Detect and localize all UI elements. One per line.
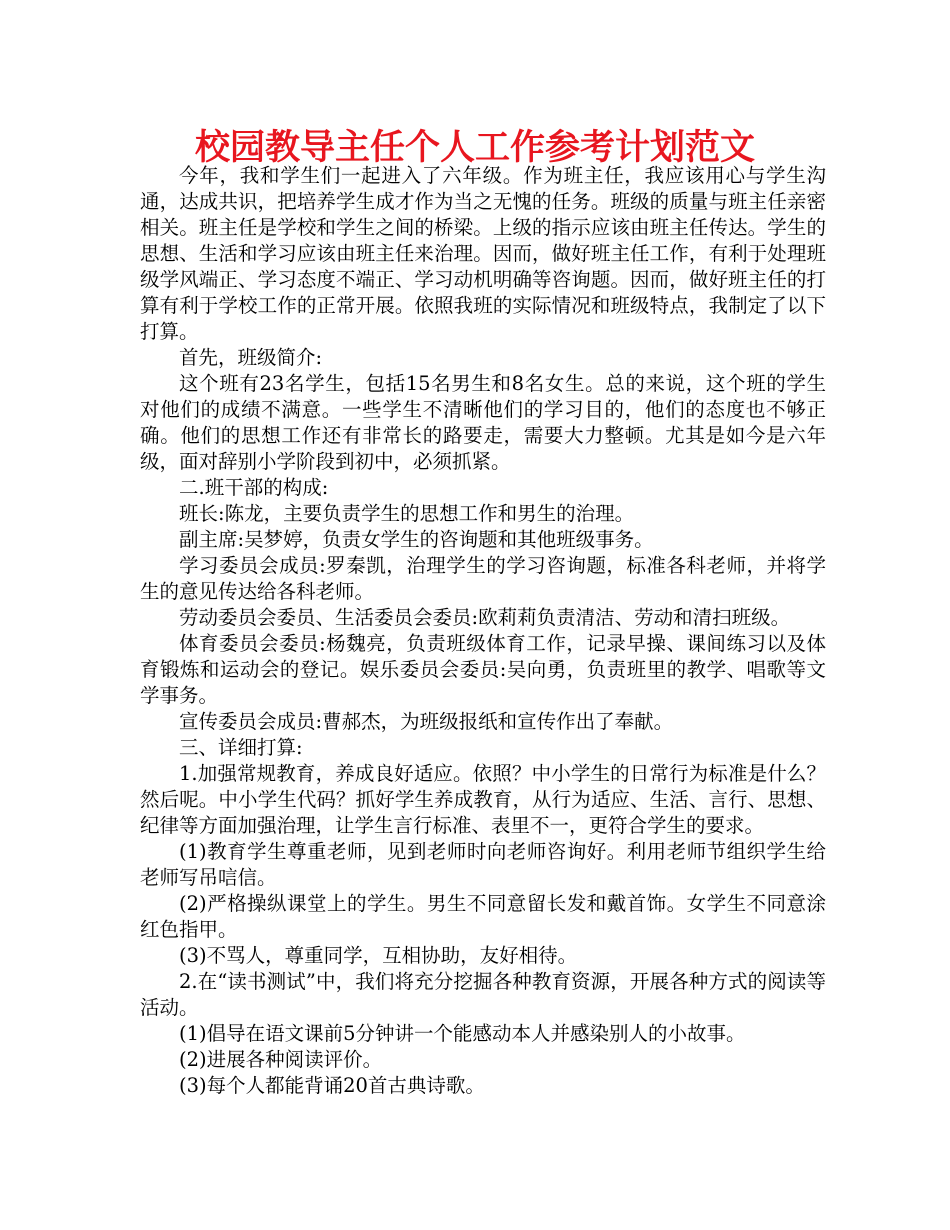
- heading-detailed-plan: 三、详细打算:: [179, 736, 303, 759]
- paragraph-plan-2-1: (1)倡导在语文课前5分钟讲一个能感动本人并感染别人的小故事。: [179, 1022, 746, 1045]
- paragraph-labor-committee: 劳动委员会委员、生活委员会委员:欧莉莉负责清洁、劳动和清扫班级。: [179, 606, 791, 629]
- paragraph-plan-2-2: (2)进展各种阅读评价。: [179, 1048, 383, 1071]
- heading-class-committee: 二.班干部的构成:: [179, 476, 329, 499]
- paragraph-study-committee: 学习委员会成员:罗秦凯，治理学生的学习咨询题，标准各科老师，并将学生的意见传达给各科老师。: [140, 554, 826, 603]
- document-title: 校园教导主任个人工作参考计划范文: [194, 128, 755, 168]
- paragraph-class-overview: 这个班有23名学生，包括15名男生和8名女生。总的来说，这个班的学生对他们的成绩不满意。一些学生不清晰他们的学习目的，他们的态度也不够正确。他们的思想工作还有非常长的路要走，需要大力整顿。尤其是如今是六年级，面对辞别小学阶段到初中，必须抓紧。: [140, 372, 826, 473]
- paragraph-plan-1-3: (3)不骂人，尊重同学，互相协助，友好相待。: [179, 944, 578, 967]
- paragraph-publicity-committee: 宣传委员会成员:曹郝杰，为班级报纸和宣传作出了奉献。: [179, 710, 674, 733]
- paragraph-plan-1-1: (1)教育学生尊重老师，见到老师时向老师咨询好。利用老师节组织学生给老师写吊唁信。: [140, 840, 826, 889]
- paragraph-plan-1-2: (2)严格操纵课堂上的学生。男生不同意留长发和戴首饰。女学生不同意涂红色指甲。: [140, 892, 826, 941]
- paragraph-vice-chair: 副主席:吴梦婷，负责女学生的咨询题和其他班级事务。: [179, 528, 654, 551]
- paragraph-intro: 今年，我和学生们一起进入了六年级。作为班主任，我应该用心与学生沟通，达成共识，把培养学生成才作为当之无愧的任务。班级的质量与班主任亲密相关。班主任是学校和学生之间的桥梁。上级的指示应该由班主任传达。学生的思想、生活和学习应该由班主任来治理。因而，做好班主任工作，有利于处理班级学风端正、学习态度不端正、学习动机明确等咨询题。因而，做好班主任的打算有利于学校工作的正常开展。依照我班的实际情况和班级特点，我制定了以下打算。: [140, 164, 826, 343]
- paragraph-sports-committee: 体育委员会委员:杨魏亮，负责班级体育工作，记录早操、课间练习以及体育锻炼和运动会的登记。娱乐委员会委员:吴向勇，负责班里的教学、唱歌等文学事务。: [140, 632, 826, 707]
- heading-class-overview: 首先，班级简介:: [179, 346, 323, 369]
- paragraph-plan-2-3: (3)每个人都能背诵20首古典诗歌。: [179, 1074, 485, 1097]
- paragraph-plan-2: 2.在“读书测试”中，我们将充分挖掘各种教育资源，开展各种方式的阅读等活动。: [140, 970, 826, 1019]
- paragraph-plan-1: 1.加强常规教育，养成良好适应。依照？中小学生的日常行为标准是什么？然后呢。中小学生代码？抓好学生养成教育，从行为适应、生活、言行、思想、纪律等方面加强治理，让学生言行标准、表里不一，更符合学生的要求。: [140, 762, 826, 837]
- paragraph-monitor: 班长:陈龙，主要负责学生的思想工作和男生的治理。: [179, 502, 635, 525]
- document-body: [140, 163, 826, 1099]
